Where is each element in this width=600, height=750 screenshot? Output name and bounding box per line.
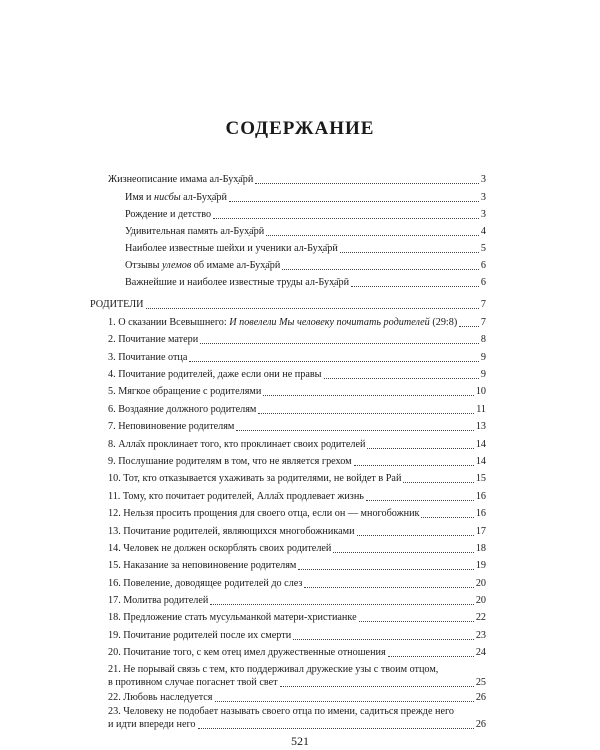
toc-entry-page: 4 bbox=[480, 226, 486, 237]
toc-entry-title: Удивительная память ал-Бух̣а̄рӣ bbox=[125, 226, 265, 237]
toc-entry-title: 6. Воздаяние должного родителям bbox=[108, 404, 257, 415]
toc-entry-biography[interactable] bbox=[108, 174, 486, 186]
toc-entry-works[interactable] bbox=[125, 277, 486, 289]
page-title: СОДЕРЖАНИЕ bbox=[225, 118, 375, 139]
toc-entry-title: 19. Почитание родителей после их смерти bbox=[108, 630, 292, 641]
toc-entry-page: 23 bbox=[475, 630, 486, 641]
toc-entry-page: 3 bbox=[480, 174, 486, 185]
toc-entry-page: 7 bbox=[480, 317, 486, 328]
toc-entry-title: 16. Повеление, доводящее родителей до слез bbox=[108, 578, 303, 589]
toc-section-title: РОДИТЕЛИ bbox=[90, 299, 144, 310]
toc-entry-page: 6 bbox=[480, 260, 486, 271]
toc-chapter[interactable] bbox=[108, 692, 486, 704]
toc-entry-title: и идти впереди него bbox=[108, 719, 196, 730]
toc-chapter[interactable] bbox=[108, 439, 486, 451]
toc-entry-title: Наиболее известные шейхи и ученики ал-Бух̣а̄рӣ bbox=[125, 243, 338, 254]
toc-entry-page: 20 bbox=[475, 595, 486, 606]
toc-entry-sheikhs[interactable] bbox=[125, 243, 486, 255]
toc-entry-title: 14. Человек не должен оскорблять своих родителей bbox=[108, 543, 332, 554]
toc-chapter[interactable] bbox=[108, 560, 486, 572]
toc-chapter[interactable] bbox=[108, 473, 486, 485]
toc-chapter-line1[interactable] bbox=[108, 664, 486, 676]
toc-entry-page: 24 bbox=[475, 647, 486, 658]
toc-entry-title: 22. Любовь наследуется bbox=[108, 692, 213, 703]
toc-entry-title: 12. Нельзя просить прощения для своего отца, если он — многобожник bbox=[108, 508, 420, 519]
toc-chapter[interactable] bbox=[108, 647, 486, 659]
toc-chapter[interactable] bbox=[108, 526, 486, 538]
toc-chapter-line2[interactable] bbox=[108, 677, 486, 689]
toc-entry-page: 9 bbox=[480, 352, 486, 363]
toc-chapter[interactable] bbox=[108, 508, 486, 520]
toc-entry-page: 22 bbox=[475, 612, 486, 623]
toc-chapter[interactable] bbox=[108, 595, 486, 607]
toc-entry-title: Отзывы улемов об имаме ал-Бух̣а̄рӣ bbox=[125, 260, 281, 271]
toc-entry-title: 9. Послушание родителям в том, что не является грехом bbox=[108, 456, 352, 467]
toc-entry-page: 6 bbox=[480, 277, 486, 288]
toc-chapter[interactable] bbox=[108, 421, 486, 433]
toc-chapter[interactable] bbox=[108, 630, 486, 642]
toc-chapter[interactable] bbox=[108, 386, 486, 398]
toc-chapter-line2[interactable] bbox=[108, 719, 486, 731]
toc-entry-title: 7. Неповиновение родителям bbox=[108, 421, 235, 432]
toc-entry-title: 3. Почитание отца bbox=[108, 352, 188, 363]
toc-entry-page: 9 bbox=[480, 369, 486, 380]
toc-entry-title: 13. Почитание родителей, являющихся многобожниками bbox=[108, 526, 355, 537]
toc-chapter[interactable] bbox=[108, 404, 486, 416]
toc-entry-title: Рождение и детство bbox=[125, 209, 212, 220]
toc-entry-page: 5 bbox=[480, 243, 486, 254]
toc-chapter[interactable] bbox=[108, 543, 486, 555]
toc-entry-title: 15. Наказание за неповиновение родителям bbox=[108, 560, 297, 571]
toc-entry-memory[interactable] bbox=[125, 226, 486, 238]
toc-chapter[interactable] bbox=[108, 334, 486, 346]
toc-entry-reviews[interactable] bbox=[125, 260, 486, 272]
toc-chapter[interactable] bbox=[108, 491, 486, 503]
toc-entry-title: 10. Тот, кто отказывается ухаживать за родителями, не войдет в Рай bbox=[108, 473, 402, 484]
toc-entry-title: Имя и нисбы ал-Бух̣а̄рӣ bbox=[125, 192, 227, 203]
toc-entry-page: 16 bbox=[475, 491, 486, 502]
toc-entry-page: 17 bbox=[475, 526, 486, 537]
toc-entry-title: 11. Тому, кто почитает родителей, Алла̄х продлевает жизнь bbox=[108, 491, 364, 502]
toc-entry-title: 2. Почитание матери bbox=[108, 334, 199, 345]
toc-entry-page: 3 bbox=[480, 192, 486, 203]
toc-entry-page: 7 bbox=[480, 299, 486, 310]
page-number: 521 bbox=[291, 734, 309, 748]
toc-section-parents[interactable] bbox=[90, 299, 486, 311]
toc-entry-title: 18. Предложение стать мусульманкой матери-христианке bbox=[108, 612, 357, 623]
toc-entry-page: 19 bbox=[475, 560, 486, 571]
toc-entry-page: 8 bbox=[480, 334, 486, 345]
toc-entry-page: 11 bbox=[476, 404, 486, 415]
toc-entry-page: 14 bbox=[475, 456, 486, 467]
toc-entry-page: 20 bbox=[475, 578, 486, 589]
toc-entry-page: 15 bbox=[475, 473, 486, 484]
toc-entry-title: 21. Не порывай связь с тем, кто поддерживал дружеские узы с твоим отцом, bbox=[108, 664, 439, 675]
toc-entry-title: 5. Мягкое обращение с родителями bbox=[108, 386, 262, 397]
toc-entry-page: 10 bbox=[475, 386, 486, 397]
toc-entry-page: 26 bbox=[475, 692, 486, 703]
toc-entry-title: в противном случае погаснет твой свет bbox=[108, 677, 278, 688]
toc-chapter[interactable] bbox=[108, 578, 486, 590]
toc-chapter[interactable] bbox=[108, 369, 486, 381]
toc-entry-page: 3 bbox=[480, 209, 486, 220]
toc-entry-title: 23. Человеку не подобает называть своего отца по имени, садиться прежде него bbox=[108, 706, 455, 717]
toc-entry-birth[interactable] bbox=[125, 209, 486, 221]
toc-entry-page: 14 bbox=[475, 439, 486, 450]
toc-chapter[interactable] bbox=[108, 317, 486, 329]
toc-entry-page: 26 bbox=[475, 719, 486, 730]
toc-entry-page: 13 bbox=[475, 421, 486, 432]
toc-entry-page: 16 bbox=[475, 508, 486, 519]
toc-entry-title: 8. Алла̄х проклинает того, кто проклинает своих родителей bbox=[108, 439, 366, 450]
toc-chapter[interactable] bbox=[108, 456, 486, 468]
toc-entry-page: 25 bbox=[475, 677, 486, 688]
toc-entry-title: 4. Почитание родителей, даже если они не правы bbox=[108, 369, 322, 380]
toc-entry-title: Жизнеописание имама ал-Бух̣а̄рӣ bbox=[108, 174, 254, 185]
toc-entry-title: 17. Молитва родителей bbox=[108, 595, 209, 606]
toc-entry-name-nisba[interactable] bbox=[125, 192, 486, 204]
toc-chapter-line1[interactable] bbox=[108, 706, 486, 718]
toc-entry-page: 18 bbox=[475, 543, 486, 554]
toc-entry-title: Важнейшие и наиболее известные труды ал-Бух̣а̄рӣ bbox=[125, 277, 350, 288]
toc-entry-title: 1. О сказании Всевышнего: И повелели Мы человеку почитать родителей (29:8) bbox=[108, 317, 458, 328]
toc-chapter[interactable] bbox=[108, 612, 486, 624]
toc-entry-title: 20. Почитание того, с кем отец имел дружественные отношения bbox=[108, 647, 386, 658]
toc-chapter[interactable] bbox=[108, 352, 486, 364]
